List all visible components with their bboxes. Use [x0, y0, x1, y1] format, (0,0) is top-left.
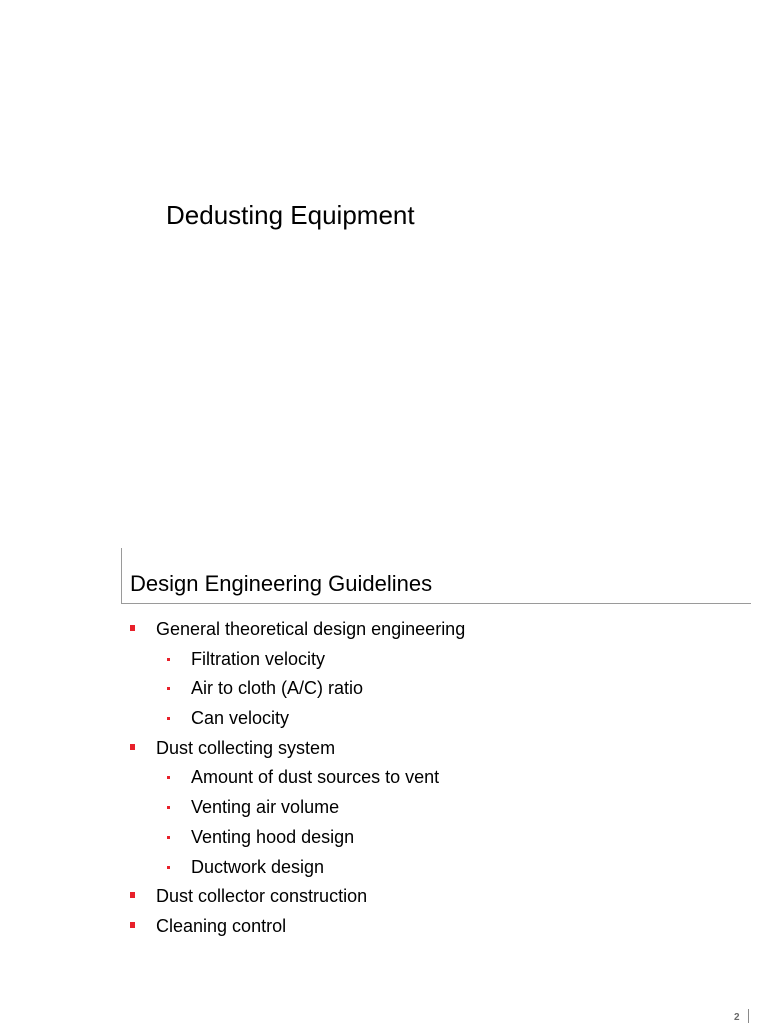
list-item [0, 674, 768, 704]
list-item [0, 853, 768, 883]
page-title: Dedusting Equipment [166, 200, 415, 230]
page-number: 2 [734, 1012, 740, 1023]
guidelines-list [0, 615, 768, 942]
dot-bullet-icon [167, 687, 170, 690]
list-item-label: Filtration velocity [191, 648, 326, 669]
list-item-label: General theoretical design engineering [156, 619, 466, 639]
dot-bullet-icon [167, 836, 170, 839]
list-item [0, 823, 768, 853]
list-item-label: Ductwork design [191, 856, 325, 877]
square-bullet-icon [130, 922, 135, 928]
dot-bullet-icon [167, 717, 170, 720]
square-bullet-icon [130, 744, 135, 750]
dot-bullet-icon [167, 658, 170, 661]
list-item-label: Venting hood design [191, 826, 355, 847]
section-divider [121, 603, 751, 604]
list-item-label: Venting air volume [191, 797, 340, 818]
list-item-label: Dust collector construction [156, 886, 368, 907]
list-item-label: Cleaning control [156, 915, 287, 936]
list-item [0, 912, 768, 942]
list-item [0, 704, 768, 734]
square-bullet-icon [130, 625, 135, 631]
list-item [0, 763, 768, 793]
list-item-label: Air to cloth (A/C) ratio [191, 678, 364, 699]
section-title: Design Engineering Guidelines [130, 571, 433, 596]
dot-bullet-icon [167, 866, 170, 869]
list-item [0, 645, 768, 675]
list-item [0, 793, 768, 823]
list-item [0, 615, 768, 645]
dot-bullet-icon [167, 776, 170, 779]
list-item-label: Can velocity [191, 708, 290, 729]
dot-bullet-icon [167, 806, 170, 809]
square-bullet-icon [130, 892, 135, 898]
list-item [0, 882, 768, 912]
list-item [0, 734, 768, 764]
page-number-divider [748, 1009, 749, 1023]
list-item-label: Dust collecting system [156, 737, 336, 758]
section-left-rule [121, 548, 122, 604]
list-item-label: Amount of dust sources to vent [191, 767, 440, 788]
